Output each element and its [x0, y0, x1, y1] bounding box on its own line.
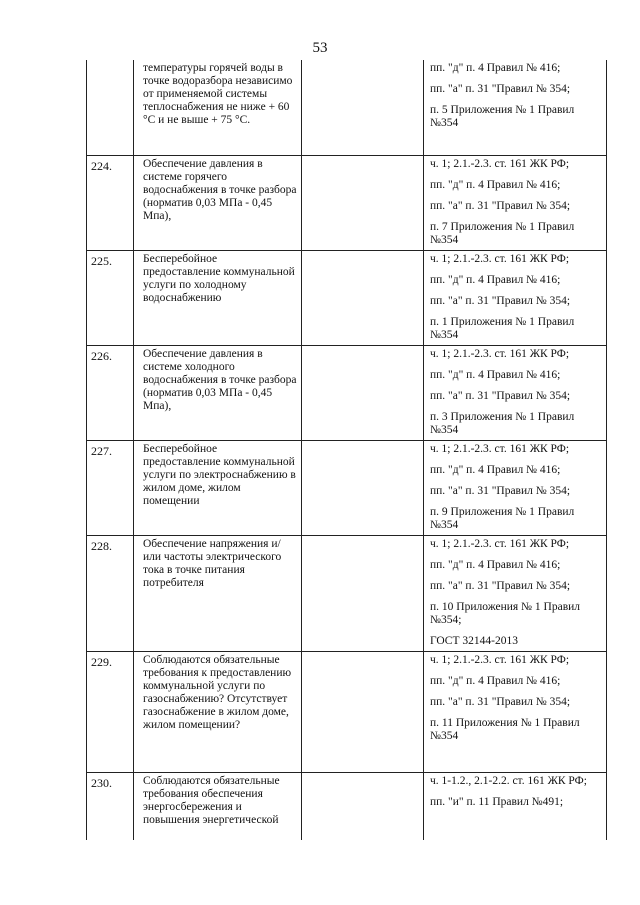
legal-reference: п. 11 Приложения № 1 Правил №354 — [430, 717, 580, 742]
legal-reference: ч. 1; 2.1.-2.3. ст. 161 ЖК РФ; — [430, 158, 570, 170]
legal-reference: ГОСТ 32144-2013 — [430, 635, 518, 647]
legal-reference: п. 5 Приложения № 1 Правил №354 — [430, 104, 575, 129]
row-number: 225. — [87, 251, 134, 345]
table-row — [87, 652, 606, 773]
legal-reference: пп. "а" п. 31 "Правил № 354; — [430, 200, 571, 212]
legal-reference: пп. "а" п. 31 "Правил № 354; — [430, 295, 571, 307]
legal-reference: пп. "д" п. 4 Правил № 416; — [430, 675, 561, 687]
requirement-description: Обеспечение давления в системе холодного водоснабжения в точке разбора (норматив 0,03 МПа - 0,45 Мпа), — [134, 346, 302, 440]
legal-reference: пп. "и" п. 11 Правил №491; — [430, 796, 564, 808]
legal-reference: пп. "д" п. 4 Правил № 416; — [430, 274, 561, 286]
legal-references — [424, 251, 606, 345]
row-number: 229. — [87, 652, 134, 772]
row-number — [87, 60, 134, 155]
legal-reference: п. 3 Приложения № 1 Правил №354 — [430, 411, 575, 436]
requirement-description: Обеспечение давления в системе горячего водоснабжения в точке разбора (норматив 0,03 МПа - 0,45 Мпа), — [134, 156, 302, 250]
empty-cell — [302, 156, 424, 250]
legal-references — [424, 773, 606, 840]
legal-reference: пп. "а" п. 31 "Правил № 354; — [430, 485, 571, 497]
requirement-description: Соблюдаются обязательные требования обеспечения энергосбережения и повышения энергетической — [134, 773, 302, 840]
legal-references — [424, 652, 606, 772]
legal-references — [424, 346, 606, 440]
table-row — [87, 60, 606, 156]
legal-references — [424, 441, 606, 535]
legal-reference: пп. "д" п. 4 Правил № 416; — [430, 62, 561, 74]
row-number: 224. — [87, 156, 134, 250]
legal-references — [424, 536, 606, 651]
requirement-description: Бесперебойное предоставление коммунальной услуги по холодному водоснабжению — [134, 251, 302, 345]
table-row — [87, 156, 606, 251]
legal-reference: ч. 1; 2.1.-2.3. ст. 161 ЖК РФ; — [430, 443, 570, 455]
empty-cell — [302, 346, 424, 440]
row-number: 227. — [87, 441, 134, 535]
requirement-description: Обеспечение напряжения и/или частоты электрического тока в точке питания потребителя — [134, 536, 302, 651]
legal-reference: п. 10 Приложения № 1 Правил №354; — [430, 601, 581, 626]
legal-reference: п. 1 Приложения № 1 Правил №354 — [430, 316, 575, 341]
legal-reference: п. 7 Приложения № 1 Правил №354 — [430, 221, 575, 246]
table-row — [87, 346, 606, 441]
table-row — [87, 773, 606, 840]
legal-reference: ч. 1; 2.1.-2.3. ст. 161 ЖК РФ; — [430, 538, 570, 550]
legal-reference: пп. "а" п. 31 "Правил № 354; — [430, 696, 571, 708]
empty-cell — [302, 251, 424, 345]
legal-reference: пп. "а" п. 31 "Правил № 354; — [430, 580, 571, 592]
table-row — [87, 251, 606, 346]
legal-reference: ч. 1; 2.1.-2.3. ст. 161 ЖК РФ; — [430, 654, 570, 666]
legal-reference: ч. 1-1.2., 2.1-2.2. ст. 161 ЖК РФ; — [430, 775, 587, 787]
legal-reference: п. 9 Приложения № 1 Правил №354 — [430, 506, 575, 531]
legal-reference: пп. "а" п. 31 "Правил № 354; — [430, 390, 571, 402]
requirements-table — [86, 60, 607, 840]
legal-reference: пп. "а" п. 31 "Правил № 354; — [430, 83, 571, 95]
legal-reference: ч. 1; 2.1.-2.3. ст. 161 ЖК РФ; — [430, 348, 570, 360]
page-number: 53 — [312, 40, 328, 56]
empty-cell — [302, 652, 424, 772]
legal-reference: пп. "д" п. 4 Правил № 416; — [430, 464, 561, 476]
legal-reference: пп. "д" п. 4 Правил № 416; — [430, 559, 561, 571]
table-row — [87, 536, 606, 652]
empty-cell — [302, 536, 424, 651]
empty-cell — [302, 773, 424, 840]
legal-reference: пп. "д" п. 4 Правил № 416; — [430, 179, 561, 191]
table-row — [87, 441, 606, 536]
empty-cell — [302, 60, 424, 155]
legal-references — [424, 156, 606, 250]
legal-references — [424, 60, 606, 155]
requirement-description: температуры горячей воды в точке водоразбора независимо от применяемой системы теплоснабжения не ниже + 60 °С и не выше + 75 °С. — [134, 60, 302, 155]
legal-reference: ч. 1; 2.1.-2.3. ст. 161 ЖК РФ; — [430, 253, 570, 265]
row-number: 230. — [87, 773, 134, 840]
requirement-description: Бесперебойное предоставление коммунальной услуги по электроснабжению в жилом доме, жилом помещении — [134, 441, 302, 535]
row-number: 228. — [87, 536, 134, 651]
requirement-description: Соблюдаются обязательные требования к предоставлению коммунальной услуги по газоснабжению? Отсутствует газоснабжение в жилом доме, жилом помещении? — [134, 652, 302, 772]
row-number: 226. — [87, 346, 134, 440]
legal-reference: пп. "д" п. 4 Правил № 416; — [430, 369, 561, 381]
empty-cell — [302, 441, 424, 535]
